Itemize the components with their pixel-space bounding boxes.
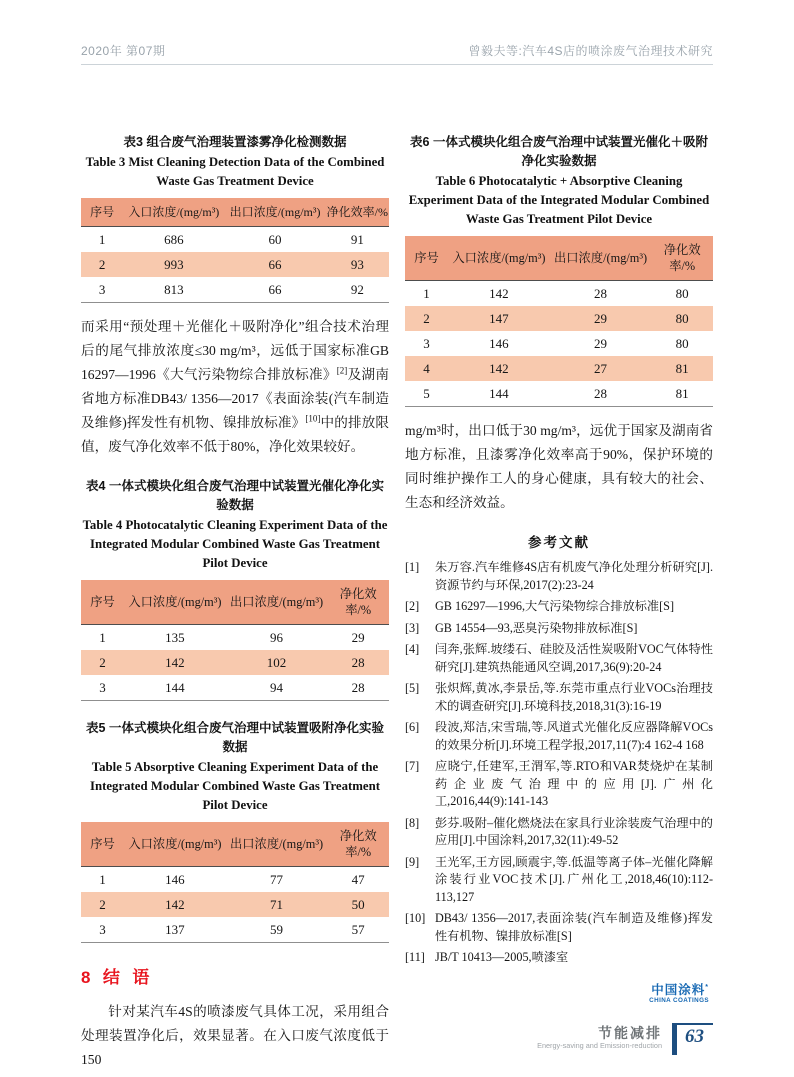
- table-header-cell: 序号: [81, 580, 124, 625]
- table-header-cell: 出口浓度/(mg/m³): [224, 198, 325, 227]
- table-cell: 2: [99, 897, 106, 912]
- reference-label: [8]: [405, 815, 420, 830]
- reference-item: [405, 910, 713, 945]
- section-8-heading: 8 结 语: [81, 968, 151, 987]
- table-cell: 28: [594, 286, 608, 301]
- table-3-caption-zh: 表3 组合废气治理装置漆雾净化检测数据: [123, 135, 347, 149]
- table-row: [81, 867, 389, 893]
- table-cell: 94: [270, 680, 284, 695]
- table-cell: 813: [164, 282, 184, 297]
- reference-item: [405, 559, 713, 594]
- references-heading: 参考文献: [528, 535, 590, 550]
- table-header-row: [81, 198, 389, 227]
- table-cell: 96: [270, 630, 284, 645]
- table-cell: 3: [99, 922, 106, 937]
- table-row: [405, 381, 713, 407]
- logo-en-text: CHINA COATINGS: [649, 996, 709, 1004]
- reference-item: [405, 758, 713, 811]
- body-paragraph: mg/m³时，出口低于30 mg/m³，远优于国家及湖南省地方标准，且漆雾净化效率高于90%，保护环境的同时维护操作工人的身心健康，具有较大的社会、生态和经济效益。: [405, 423, 713, 510]
- reference-label: [6]: [405, 720, 420, 734]
- table-cell: 60: [268, 232, 282, 247]
- table-cell: 29: [594, 311, 608, 326]
- table-header-cell: 净化效率/%: [651, 236, 713, 281]
- table-5: [81, 822, 389, 943]
- issue-label: 2020年 第07期: [81, 44, 166, 58]
- table-row: [81, 650, 389, 675]
- table-cell: 50: [351, 897, 365, 912]
- table-row: [405, 306, 713, 331]
- table-cell: 28: [351, 680, 365, 695]
- table-cell: 81: [675, 361, 689, 376]
- table-header-cell: 序号: [405, 236, 448, 281]
- table-cell: 2: [98, 257, 106, 272]
- table-4-caption-en: Table 4 Photocatalytic Cleaning Experiment Data of the Integrated Modular Combined Waste Gas Treatment Pilot Device: [82, 518, 388, 570]
- logo-zh-text: [405, 981, 709, 997]
- table-cell: 66: [268, 282, 282, 297]
- table-header-cell: 入口浓度/(mg/m³): [123, 198, 224, 227]
- paragraph-text: 中的排放限值，废气净化效率不低于80%，净化效果较好。: [81, 415, 389, 454]
- reference-label: [2]: [405, 599, 420, 613]
- table-cell: 2: [99, 655, 106, 670]
- logo-trademark: *: [705, 983, 709, 991]
- table-cell: 142: [165, 897, 185, 912]
- table-header-cell: 出口浓度/(mg/m³): [226, 580, 328, 625]
- table-cell: 3: [99, 680, 106, 695]
- reference-text: 闫奔,张辉.坡缕石、硅胶及活性炭吸附VOC气体特性研究[J].建筑热能通风空调,2017,36(9):20-24: [435, 642, 713, 674]
- table-row: [405, 331, 713, 356]
- logo-zh-label: 中国涂料: [651, 982, 706, 997]
- table-cell: 135: [165, 630, 185, 645]
- table-header-cell: 序号: [81, 822, 124, 867]
- reference-label: [11]: [405, 950, 425, 964]
- table-cell: 147: [489, 311, 509, 326]
- table-3-block: [81, 133, 389, 303]
- reference-text: JB/T 10413—2005,喷漆室: [435, 950, 569, 964]
- table-cell: 77: [270, 872, 284, 887]
- table-header-cell: 出口浓度/(mg/m³): [226, 822, 328, 867]
- paragraph-text: 及湖南省地方标准DB43/ 1356—2017《表面涂装(汽车制造及维修)挥发性有机物、镍排放标准》: [81, 367, 390, 430]
- reference-text: 王光军,王方园,顾震宇,等.低温等离子体–光催化降解涂装行业VOC技术[J].广州化工,2018,46(10):112-113,127: [435, 854, 713, 904]
- table-3-caption-en: Table 3 Mist Cleaning Detection Data of the Combined Waste Gas Treatment Device: [85, 155, 385, 188]
- table-cell: 92: [350, 282, 364, 297]
- table-4-block: [81, 477, 389, 701]
- table-header-row: [81, 822, 389, 867]
- table-cell: 28: [594, 386, 608, 401]
- content-columns: [81, 133, 713, 1072]
- reference-text: 应晓宁,任建军,王渭军,等.RTO和VAR焚烧炉在某制药企业废气治理中的应用[J].广州化工,2016,44(9):141-143: [435, 759, 713, 808]
- table-6-block: [405, 133, 713, 407]
- table-row: [81, 917, 389, 943]
- reference-label: [3]: [405, 620, 420, 635]
- table-cell: 71: [270, 897, 284, 912]
- page-number-box: [672, 1023, 713, 1055]
- table-cell: 47: [351, 872, 365, 887]
- table-header-cell: 净化效率/%: [326, 198, 389, 227]
- body-paragraph: [81, 315, 389, 459]
- reference-label: [4]: [405, 642, 420, 656]
- table-4-caption-zh: 表4 一体式模块化组合废气治理中试装置光催化净化实验数据: [86, 479, 384, 512]
- table-cell: 93: [350, 257, 364, 272]
- table-cell: 144: [165, 680, 185, 695]
- reference-text: 朱万容.汽车维修4S店有机废气净化处理分析研究[J].资源节约与环保,2017(2):23-24: [435, 560, 713, 592]
- table-6-caption-en: Table 6 Photocatalytic + Absorptive Cleaning Experiment Data of the Integrated Modular Combined Waste Gas Treatment Pilot Device: [408, 174, 710, 226]
- table-row: [405, 356, 713, 381]
- reference-text: GB 14554—93,恶臭污染物排放标准[S]: [435, 620, 638, 635]
- reference-item: [405, 680, 713, 715]
- table-cell: 137: [165, 922, 185, 937]
- table-header-cell: 序号: [81, 198, 123, 227]
- table-cell: 142: [489, 361, 509, 376]
- footer-en-label: Energy-saving and Emission-reduction: [537, 1041, 662, 1050]
- table-6: [405, 236, 713, 407]
- table-row: [405, 281, 713, 307]
- table-header-cell: 入口浓度/(mg/m³): [448, 236, 550, 281]
- reference-label: [7]: [405, 759, 420, 773]
- reference-text: 彭芬.吸附–催化燃烧法在家具行业涂装废气治理中的应用[J].中国涂料,2017,32(11):49-52: [435, 815, 713, 847]
- reference-label: [10]: [405, 911, 426, 925]
- citation-ref: [2]: [336, 365, 348, 376]
- table-cell: 27: [594, 361, 608, 376]
- footer-section-name: [537, 1025, 662, 1051]
- table-cell: 57: [351, 922, 365, 937]
- table-header-row: [81, 580, 389, 625]
- table-cell: 59: [270, 922, 284, 937]
- table-cell: 1: [99, 630, 106, 645]
- table-row: [81, 892, 389, 917]
- table-cell: 1: [99, 872, 106, 887]
- reference-label: [5]: [405, 681, 420, 695]
- table-cell: 142: [165, 655, 185, 670]
- table-header-cell: 出口浓度/(mg/m³): [550, 236, 652, 281]
- running-title: 曾毅夫等:汽车4S店的喷涂废气治理技术研究: [468, 44, 713, 58]
- page-header: [81, 42, 713, 65]
- references-list: [405, 559, 713, 967]
- conclusion-paragraph: 针对某汽车4S的喷漆废气具体工况，采用组合处理装置净化后，效果显著。在入口废气浓度低于150: [81, 1004, 389, 1067]
- table-cell: 2: [423, 311, 430, 326]
- table-row: [81, 675, 389, 701]
- left-column: [81, 133, 389, 1072]
- table-cell: 29: [351, 630, 365, 645]
- reference-item: [405, 815, 713, 850]
- page-footer: [537, 1023, 713, 1055]
- page-number: 63: [685, 1026, 704, 1047]
- table-cell: 102: [266, 655, 287, 670]
- reference-item: [405, 641, 713, 676]
- table-cell: 81: [675, 386, 689, 401]
- reference-item: [405, 598, 713, 616]
- table-header-cell: 入口浓度/(mg/m³): [124, 822, 226, 867]
- china-coatings-logo: [405, 981, 713, 1005]
- table-5-block: [81, 719, 389, 943]
- table-row: [81, 227, 389, 253]
- reference-text: DB43/ 1356—2017,表面涂装(汽车制造及维修)挥发性有机物、镍排放标准[S]: [435, 911, 713, 943]
- table-cell: 29: [594, 336, 608, 351]
- table-6-caption-zh: 表6 一体式模块化组合废气治理中试装置光催化＋吸附净化实验数据: [410, 135, 708, 168]
- table-header-cell: 入口浓度/(mg/m³): [124, 580, 226, 625]
- table-cell: 80: [675, 286, 689, 301]
- reference-label: [1]: [405, 560, 420, 574]
- citation-ref: [10]: [305, 413, 321, 424]
- table-cell: 80: [675, 311, 689, 326]
- right-column: [405, 133, 713, 1072]
- reference-text: 张炽辉,黄冰,李景岳,等.东莞市重点行业VOCs治理技术的调查研究[J].环境科技,2018,31(3):16-19: [435, 681, 713, 713]
- table-5-caption-zh: 表5 一体式模块化组合废气治理中试装置吸附净化实验数据: [86, 721, 384, 754]
- reference-label: [9]: [405, 854, 420, 869]
- table-header-cell: 净化效率/%: [327, 580, 389, 625]
- table-4: [81, 580, 389, 701]
- reference-text: GB 16297—1996,大气污染物综合排放标准[S]: [435, 599, 675, 613]
- reference-text: 段波,郑洁,宋雪瑞,等.风道式光催化反应器降解VOCs的效果分析[J].环境工程学报,2017,11(7):4 162-4 168: [435, 720, 713, 752]
- table-row: [81, 625, 389, 651]
- reference-item: [405, 854, 713, 907]
- footer-zh-label: 节能减排: [598, 1025, 662, 1041]
- paragraph-text: 而采用“预处理＋光催化＋吸附净化”组合技术治理后的尾气排放浓度≤30 mg/m³，远低于国家标准GB 16297—1996《大气污染物综合排放标准》: [81, 319, 389, 382]
- table-cell: 142: [489, 286, 509, 301]
- reference-item: [405, 620, 713, 638]
- table-cell: 146: [165, 872, 185, 887]
- table-cell: 5: [423, 386, 430, 401]
- table-cell: 3: [423, 336, 430, 351]
- table-3: [81, 198, 389, 303]
- table-cell: 91: [350, 232, 364, 247]
- reference-item: [405, 949, 713, 967]
- table-cell: 144: [489, 386, 509, 401]
- table-header-row: [405, 236, 713, 281]
- table-row: [81, 277, 389, 303]
- table-cell: 80: [675, 336, 689, 351]
- reference-item: [405, 719, 713, 754]
- table-cell: 993: [164, 257, 184, 272]
- table-cell: 66: [268, 257, 282, 272]
- table-cell: 28: [351, 655, 365, 670]
- table-cell: 3: [98, 282, 106, 297]
- table-5-caption-en: Table 5 Absorptive Cleaning Experiment Data of the Integrated Modular Combined Waste Gas Treatment Pilot Device: [90, 760, 380, 812]
- table-cell: 1: [98, 232, 106, 247]
- table-cell: 1: [423, 286, 430, 301]
- table-cell: 686: [164, 232, 184, 247]
- table-cell: 4: [423, 361, 430, 376]
- table-cell: 146: [489, 336, 509, 351]
- table-header-cell: 净化效率/%: [327, 822, 389, 867]
- table-row: [81, 252, 389, 277]
